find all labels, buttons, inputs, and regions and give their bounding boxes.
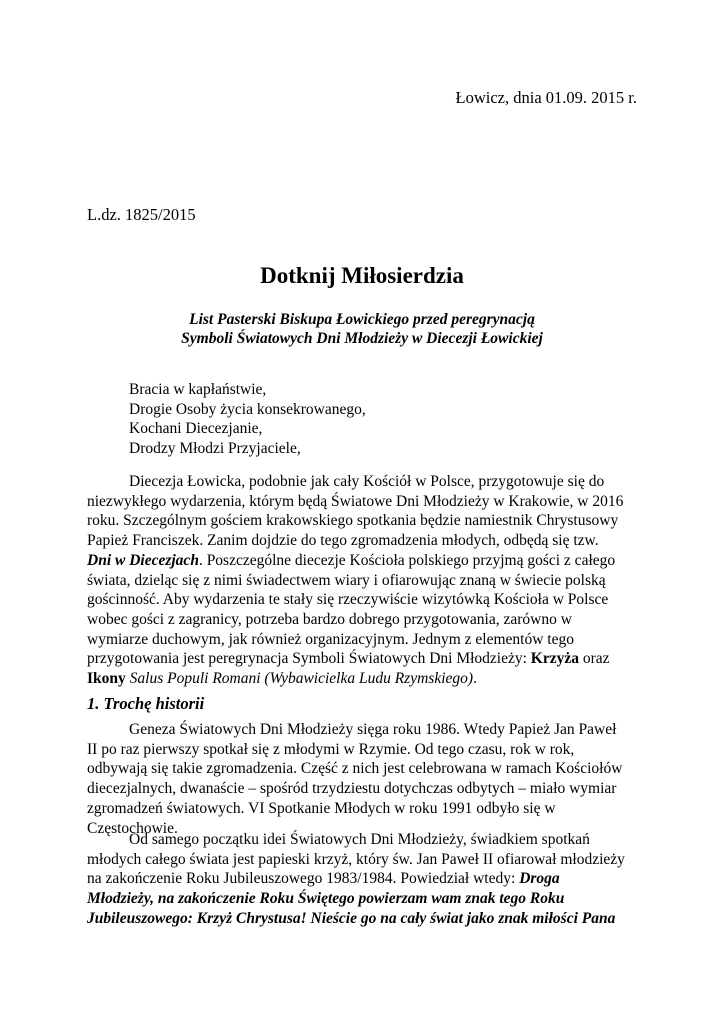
italic-text: Salus Populi Romani (Wybawicielka Ludu Rzymskiego) <box>125 670 474 688</box>
salutation-line: Drodzy Młodzi Przyjaciele, <box>129 439 301 457</box>
text-line: II po raz pierwszy spotkał się z młodymi w Rzymie. Od tego czasu, rok w rok, <box>87 740 575 758</box>
text-line: Diecezja Łowicka, podobnie jak cały Kościół w Polsce, przygotowuje się do <box>129 473 605 490</box>
text-fragment: przygotowania jest peregrynacja Symboli Światowych Dni Młodzieży: <box>87 650 531 668</box>
text-line: Geneza Światowych Dni Młodzieży sięga roku 1986. Wtedy Papież Jan Paweł <box>129 721 617 738</box>
bold-text: Krzyża <box>530 650 579 668</box>
date-line: Łowicz, dnia 01.09. 2015 r. <box>455 88 637 107</box>
text-line: wobec gości z zagranicy, potrzeba bardzo dobrego przygotowania, zarówno w <box>87 610 572 628</box>
salutation-block <box>129 380 366 458</box>
text-line: roku. Szczególnym gościem krakowskiego spotkania będzie namiestnik Chrystusowy <box>87 512 619 530</box>
quote-text: Jubileuszowego: Krzyż Chrystusa! Nieście go na cały świat jako znak miłości Pana <box>87 909 616 927</box>
text-line: wymiarze duchowym, jak również organizacyjnym. Jednym z elementów tego <box>87 630 574 648</box>
text-line <box>87 669 639 689</box>
reference-number: L.dz. 1825/2015 <box>87 205 196 224</box>
subtitle-line: List Pasterski Biskupa Łowickiego przed peregrynacją <box>189 311 535 328</box>
section-heading: 1. Trochę historii <box>87 694 205 713</box>
salutation-line: Kochani Diecezjanie, <box>129 420 263 438</box>
quote-text: Droga <box>519 870 560 888</box>
document-subtitle <box>0 310 724 348</box>
paragraph-history <box>87 720 639 838</box>
salutation-line: Drogie Osoby życia konsekrowanego, <box>129 400 366 418</box>
emphasis-text: Dni w Diecezjach <box>87 551 199 569</box>
paragraph-cross <box>87 830 639 929</box>
text-fragment: oraz <box>579 650 610 668</box>
text-line: gościnność. Aby wydarzenia te stały się rzeczywiście wizytówką Kościoła w Polsce <box>87 591 609 609</box>
text-fragment: . Poszczególne diecezje Kościoła polskiego przyjmą gości z całego <box>198 551 616 569</box>
bold-text: Ikony <box>87 670 126 688</box>
text-line: Papież Franciszek. Zanim dojdzie do tego zgromadzenia młodych, odbędą się tzw. <box>87 532 599 550</box>
text-line: młodych całego świata jest papieski krzyż, który św. Jan Paweł II ofiarował młodzieży <box>87 850 625 868</box>
text-line <box>87 869 639 889</box>
text-fragment: na zakończenie Roku Jubileuszowego 1983/1984. Powiedział wtedy: <box>87 870 520 888</box>
text-line: niezwykłego wydarzenia, którym będą Światowe Dni Młodzieży w Krakowie, w 2016 <box>87 492 624 510</box>
text-line: Częstochowie. <box>87 819 178 837</box>
subtitle-line: Symboli Światowych Dni Młodzieży w Diecezji Łowickiej <box>181 330 543 347</box>
text-line <box>87 551 639 571</box>
salutation-line: Bracia w kapłaństwie, <box>129 381 267 398</box>
text-line: diecezjalnych, dwanaście – spośród trzydziestu dotychczas odbytych – miało wymiar <box>87 780 617 798</box>
document-title: Dotknij Miłosierdzia <box>260 263 464 288</box>
text-line <box>87 649 639 669</box>
text-line <box>87 909 639 929</box>
text-line: świata, dzieląc się z nimi świadectwem wiary i ofiarowując znaną w świecie polską <box>87 571 606 589</box>
paragraph-intro <box>87 472 639 689</box>
quote-text: Młodzieży, na zakończenie Roku Świętego powierzam wam znak tego Roku <box>87 890 565 908</box>
text-fragment: . <box>473 670 477 688</box>
text-line: odbywają się takie zgromadzenia. Część z nich jest celebrowana w ramach Kościołów <box>87 760 623 778</box>
text-line: zgromadzeń światowych. VI Spotkanie Młodych w roku 1991 odbyło się w <box>87 799 556 817</box>
text-line: Od samego początku idei Światowych Dni Młodzieży, świadkiem spotkań <box>129 831 590 848</box>
text-line <box>87 889 639 909</box>
